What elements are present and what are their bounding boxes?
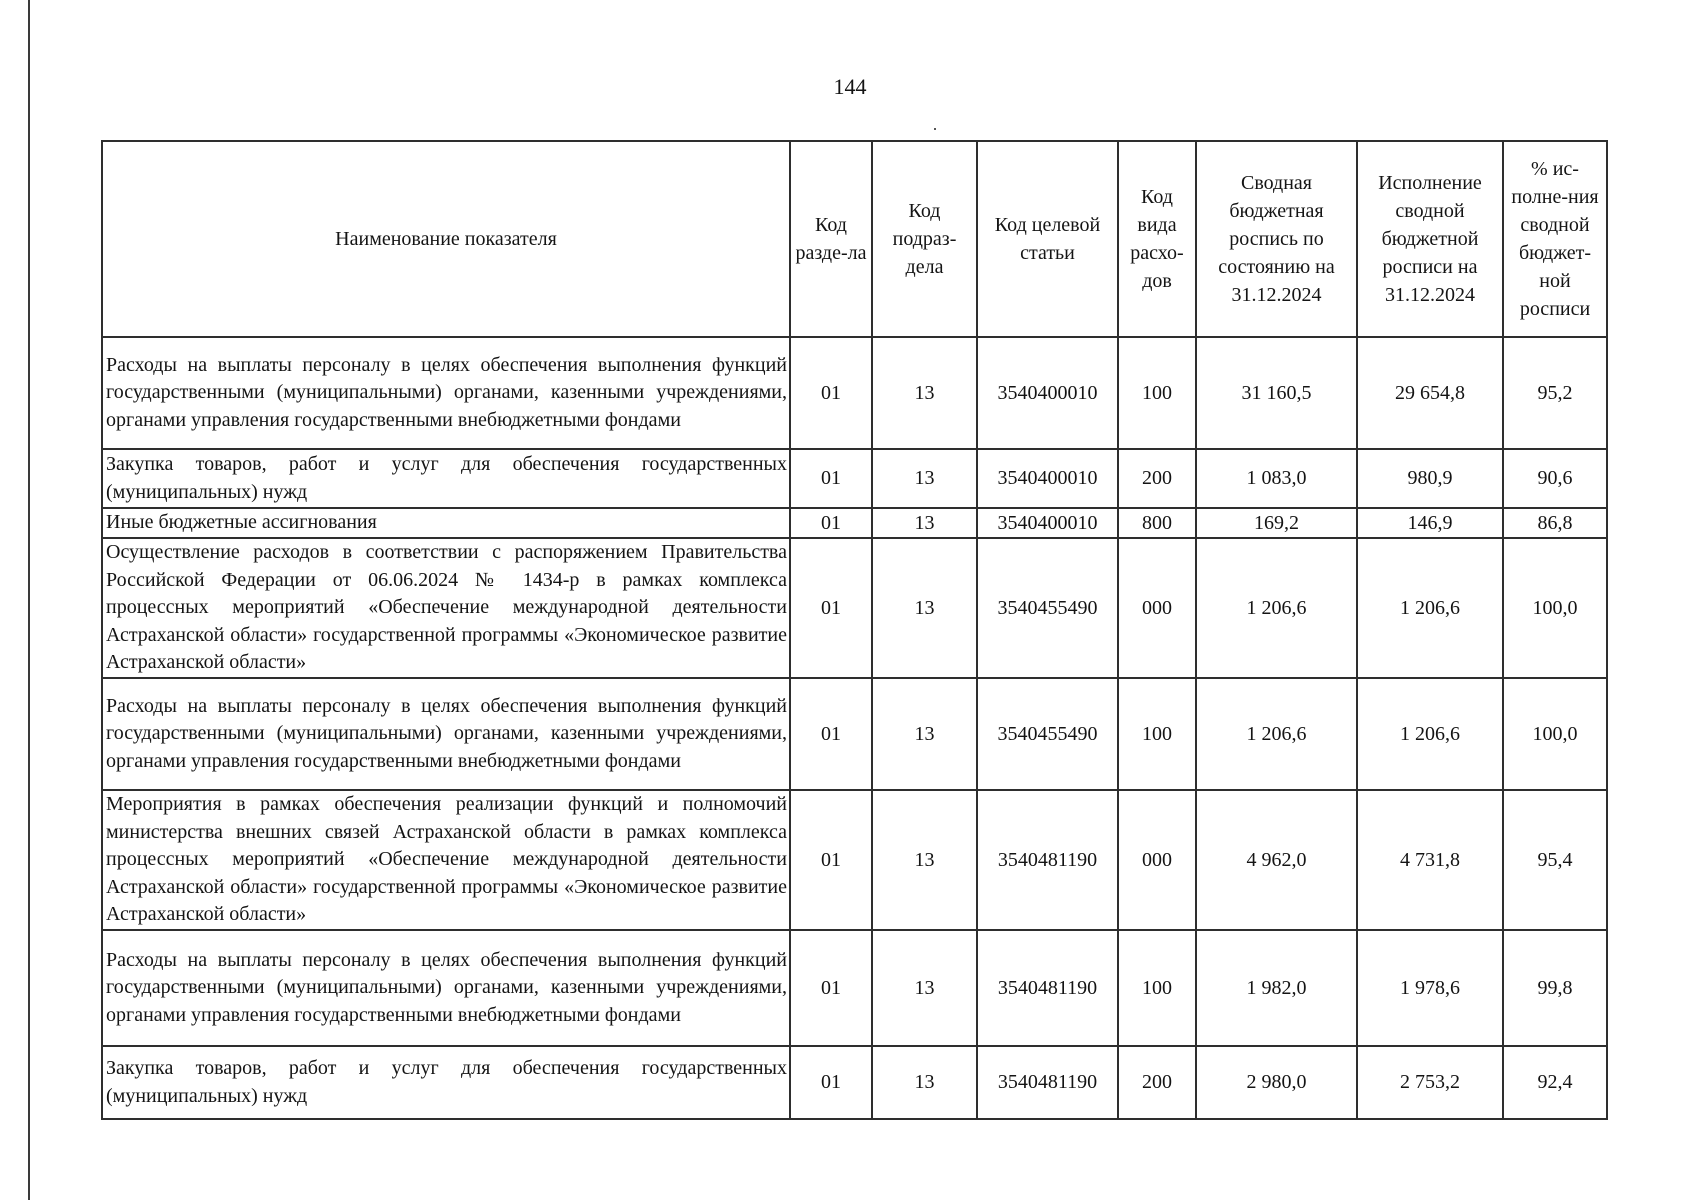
- cell-percent: 100,0: [1503, 538, 1607, 678]
- table-row: [102, 930, 1607, 1046]
- cell-name: Расходы на выплаты персоналу в целях обеспечения выполнения функций государственными (муниципальными) органами, казенными учреждениями, органами управления государственными внебюджетными фондами: [102, 930, 790, 1046]
- cell-execution: 146,9: [1357, 508, 1503, 538]
- cell-plan: 31 160,5: [1196, 337, 1357, 449]
- cell-name: Осуществление расходов в соответствии с распоряжением Правительства Российской Федерации от 06.06.2024 № 1434-р в рамках комплекса процессных мероприятий «Обеспечение международной деятельности Астраханской области» государственной программы «Экономическое развитие Астраханской области»: [102, 538, 790, 678]
- cell-plan: 169,2: [1196, 508, 1357, 538]
- table-row: [102, 538, 1607, 678]
- cell-section: 01: [790, 337, 872, 449]
- page-number: 144: [833, 74, 867, 99]
- cell-name: Мероприятия в рамках обеспечения реализации функций и полномочий министерства внешних связей Астраханской области в рамках комплекса процессных мероприятий «Обеспечение международной деятельности Астраханской области» государственной программы «Экономическое развитие Астраханской области»: [102, 790, 790, 930]
- header-subsection: Код подраз-дела: [872, 141, 977, 337]
- table-row: [102, 678, 1607, 790]
- cell-subsection: 13: [872, 678, 977, 790]
- cell-subsection: 13: [872, 790, 977, 930]
- cell-percent: 99,8: [1503, 930, 1607, 1046]
- cell-target: 3540455490: [977, 538, 1118, 678]
- cell-section: 01: [790, 538, 872, 678]
- cell-section: 01: [790, 1046, 872, 1119]
- cell-target: 3540481190: [977, 790, 1118, 930]
- cell-plan: 1 206,6: [1196, 538, 1357, 678]
- cell-subsection: 13: [872, 538, 977, 678]
- cell-expense-type: 100: [1118, 930, 1196, 1046]
- cell-subsection: 13: [872, 449, 977, 508]
- budget-execution-table: [101, 140, 1608, 1120]
- cell-subsection: 13: [872, 508, 977, 538]
- table-row: [102, 449, 1607, 508]
- cell-execution: 980,9: [1357, 449, 1503, 508]
- cell-section: 01: [790, 508, 872, 538]
- cell-percent: 95,4: [1503, 790, 1607, 930]
- scan-left-edge: [28, 0, 30, 1200]
- cell-execution: 1 206,6: [1357, 538, 1503, 678]
- cell-expense-type: 800: [1118, 508, 1196, 538]
- cell-target: 3540481190: [977, 1046, 1118, 1119]
- cell-expense-type: 100: [1118, 678, 1196, 790]
- cell-section: 01: [790, 930, 872, 1046]
- cell-subsection: 13: [872, 1046, 977, 1119]
- cell-expense-type: 200: [1118, 1046, 1196, 1119]
- cell-target: 3540455490: [977, 678, 1118, 790]
- cell-plan: 1 982,0: [1196, 930, 1357, 1046]
- cell-expense-type: 000: [1118, 538, 1196, 678]
- cell-percent: 100,0: [1503, 678, 1607, 790]
- cell-target: 3540481190: [977, 930, 1118, 1046]
- table-row: [102, 337, 1607, 449]
- cell-name: Иные бюджетные ассигнования: [102, 508, 790, 538]
- table-row: [102, 790, 1607, 930]
- cell-percent: 86,8: [1503, 508, 1607, 538]
- cell-name: Расходы на выплаты персоналу в целях обеспечения выполнения функций государственными (муниципальными) органами, казенными учреждениями, органами управления государственными внебюджетными фондами: [102, 337, 790, 449]
- header-execution: Исполнение сводной бюджетной росписи на 31.12.2024: [1357, 141, 1503, 337]
- cell-percent: 92,4: [1503, 1046, 1607, 1119]
- cell-name: Расходы на выплаты персоналу в целях обеспечения выполнения функций государственными (муниципальными) органами, казенными учреждениями, органами управления государственными внебюджетными фондами: [102, 678, 790, 790]
- cell-plan: 1 206,6: [1196, 678, 1357, 790]
- scan-speck: [934, 128, 936, 130]
- cell-subsection: 13: [872, 930, 977, 1046]
- cell-target: 3540400010: [977, 508, 1118, 538]
- cell-execution: 1 206,6: [1357, 678, 1503, 790]
- cell-section: 01: [790, 678, 872, 790]
- header-expense-type: Код вида расхо-дов: [1118, 141, 1196, 337]
- cell-plan: 4 962,0: [1196, 790, 1357, 930]
- cell-execution: 2 753,2: [1357, 1046, 1503, 1119]
- cell-target: 3540400010: [977, 337, 1118, 449]
- header-section: Код разде-ла: [790, 141, 872, 337]
- cell-subsection: 13: [872, 337, 977, 449]
- cell-section: 01: [790, 790, 872, 930]
- cell-execution: 29 654,8: [1357, 337, 1503, 449]
- header-name: Наименование показателя: [102, 141, 790, 337]
- header-plan: Сводная бюджетная роспись по состоянию на 31.12.2024: [1196, 141, 1357, 337]
- cell-name: Закупка товаров, работ и услуг для обеспечения государственных (муниципальных) нужд: [102, 449, 790, 508]
- cell-target: 3540400010: [977, 449, 1118, 508]
- cell-percent: 95,2: [1503, 337, 1607, 449]
- header-percent: % ис-полне-ния сводной бюджет-ной росписи: [1503, 141, 1607, 337]
- cell-execution: 4 731,8: [1357, 790, 1503, 930]
- cell-plan: 1 083,0: [1196, 449, 1357, 508]
- cell-expense-type: 000: [1118, 790, 1196, 930]
- cell-expense-type: 100: [1118, 337, 1196, 449]
- cell-execution: 1 978,6: [1357, 930, 1503, 1046]
- cell-expense-type: 200: [1118, 449, 1196, 508]
- header-target: Код целевой статьи: [977, 141, 1118, 337]
- table-row: [102, 508, 1607, 538]
- cell-percent: 90,6: [1503, 449, 1607, 508]
- cell-name: Закупка товаров, работ и услуг для обеспечения государственных (муниципальных) нужд: [102, 1046, 790, 1119]
- cell-plan: 2 980,0: [1196, 1046, 1357, 1119]
- table-header-row: [102, 141, 1607, 337]
- table-row: [102, 1046, 1607, 1119]
- cell-section: 01: [790, 449, 872, 508]
